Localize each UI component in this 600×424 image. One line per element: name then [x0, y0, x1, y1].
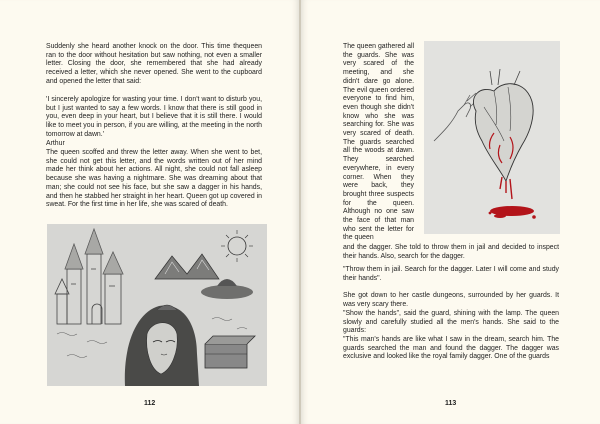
right-paragraph-4: "Show the hands", said the guard, shining with the lamp. The queen slowly and carefully studied all the men's hands. She said to the guards: [343, 310, 559, 335]
left-page [0, 0, 299, 424]
left-paragraph-2: 'I sincerely apologize for wasting your time. I don't want to disturb you, but I just wanted to say a few words. I know that there is still good in you, even deep in your heart, but I believe that it is still there. I would like to meet you in person, if you are willing, at the meeting in the north tomorrow at dawn.' [46, 96, 262, 138]
right-paragraph-2: "Throw them in jail. Search for the dagger. Later I will come and study their hands". [343, 266, 559, 282]
left-paragraph-1: Suddenly she heard another knock on the door. This time thequeen ran to the door without hesitation but saw nothing, not even a smaller letter. Closing the door, she remembered that she had already received a letter, which she never opened. She went to the cupboard and opened the letter that said: [46, 43, 262, 85]
page-number-left: 112 [144, 400, 156, 407]
heart-hand-sketch-icon [424, 41, 560, 234]
right-paragraph-1: and the dagger. She told to throw them in jail and decided to inspect their hands. Also, search for the dagger. [343, 244, 559, 260]
right-page [301, 0, 600, 424]
right-column-text: The queen gathered all the guards. She was very scared of the meeting, and she didn't dare go alone. The evil queen ordered everyone to find him, even though she didn't know who she was searching for. She was very scared of death. The guards searched all the woods at dawn. They searched everywhere, in every corner. When they were back, they brought three suspects for the queen. Although no one saw the face of that man who sent the letter for the queen [343, 43, 414, 242]
page-number-right: 113 [445, 400, 457, 407]
right-paragraph-3: She got down to her castle dungeons, surrounded by her guards. It was very scary there. [343, 292, 559, 308]
left-signature: Arthur [46, 140, 65, 147]
right-paragraph-5: "This man's hands are like what I saw in the dream, search him. The guards searched the man and found the dagger. The dagger was exclusive and looked like the royal family dagger. One of the guards [343, 336, 559, 361]
left-paragraph-3: The queen scoffed and threw the letter away. When she went to bet, she could not get this letter, and the words written out of her mind made her think about her actions. All night, she could not fall asleep because she was having a nightmare. She was dreaming about that man; she could not see his face, but she saw a dagger in his hands, and then he stabbed her straight in her heart. Queen got up covered in sweat. For the first time in her life, she was scared of death. [46, 149, 262, 209]
castle-queen-sketch-icon [47, 224, 267, 386]
